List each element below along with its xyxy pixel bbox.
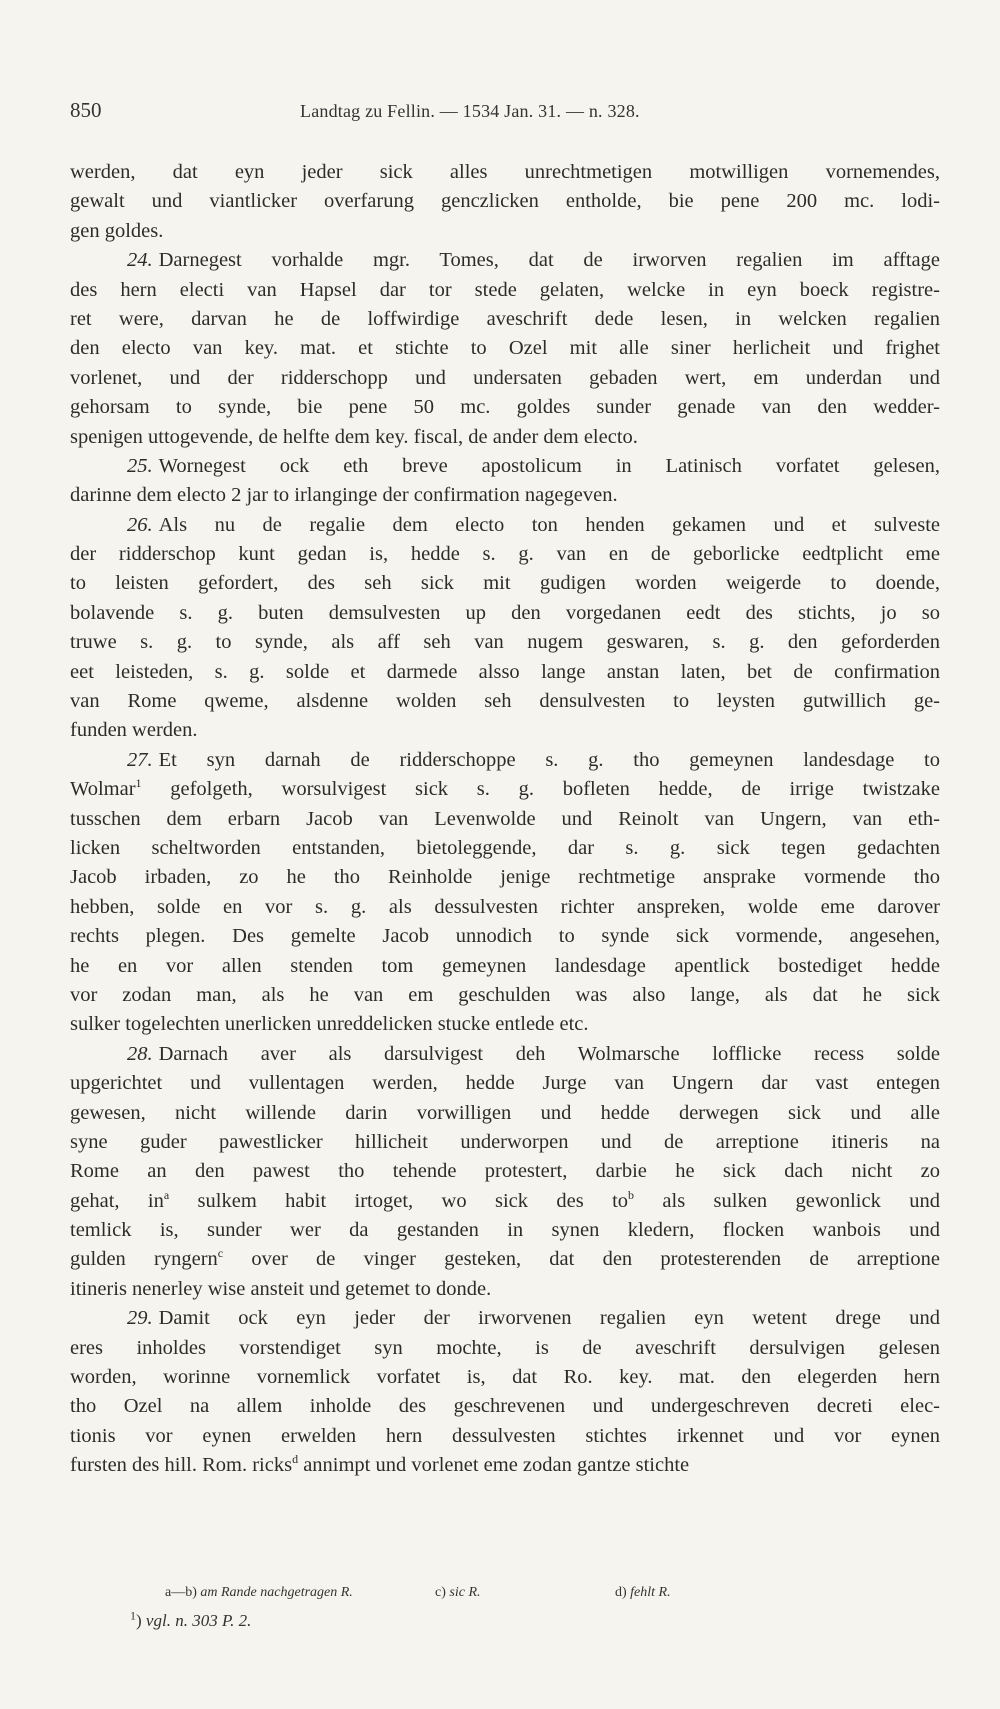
- apparatus-note: [615, 1585, 671, 1601]
- note-reference: 1: [135, 776, 142, 791]
- text-line: [70, 511, 940, 540]
- text-line: [70, 658, 940, 687]
- text-line: [70, 1275, 940, 1304]
- text-line: [70, 1422, 940, 1451]
- footnote-text: vgl. n. 303 P. 2.: [145, 1611, 252, 1630]
- line-text: he en vor allen stenden tom gemeynen landesdage apentlick bostediget hedde: [70, 954, 940, 977]
- note-reference: a: [163, 1187, 170, 1202]
- section-number: 25.: [127, 454, 153, 477]
- page-number: 850: [70, 98, 102, 122]
- note-reference: d: [292, 1452, 299, 1467]
- text-line: [70, 246, 940, 275]
- text-line: [70, 305, 940, 334]
- line-text: gehat, in: [70, 1189, 164, 1212]
- text-line: [70, 628, 940, 657]
- text-line: [70, 1363, 940, 1392]
- text-line: [70, 276, 940, 305]
- text-line: [70, 1099, 940, 1128]
- line-text: temlick is, sunder wer da gestanden in synen kledern, flocken wanbois und: [70, 1219, 940, 1242]
- line-text: Darnach aver als darsulvigest deh Wolmarsche lofflicke recess solde: [158, 1042, 940, 1065]
- text-line: [70, 1128, 940, 1157]
- line-text: vor zodan man, als he van em geschulden was also lange, als dat he sick: [70, 983, 940, 1006]
- section-number: 24.: [127, 249, 153, 272]
- text-line: [70, 452, 940, 481]
- text-line: [70, 1451, 940, 1480]
- section-number: 29.: [127, 1307, 153, 1330]
- text-line: [70, 540, 940, 569]
- line-text: Et syn darnah de ridderschoppe s. g. tho gemeynen landesdage to: [158, 748, 940, 771]
- line-text: Wornegest ock eth breve apostolicum in Latinisch vorfatet gelesen,: [158, 454, 940, 477]
- text-line: [70, 805, 940, 834]
- text-line: [70, 599, 940, 628]
- line-text: over de vinger gesteken, dat den protesterenden de arreptione: [223, 1248, 940, 1271]
- line-text: darinne dem electo 2 jar to irlanginge der confirmation nagegeven.: [70, 484, 618, 507]
- note-reference: c: [217, 1246, 224, 1261]
- line-text: gen goldes.: [70, 219, 164, 242]
- line-text: ret were, darvan he de loffwirdige aveschrift dede lesen, in welcken regalien: [70, 307, 940, 330]
- line-text: gewesen, nicht willende darin vorwilligen und hedde derwegen sick und alle: [70, 1101, 940, 1124]
- text-line: [70, 187, 940, 216]
- line-text: tho Ozel na allem inholde des geschrevenen und undergeschreven decreti elec-: [70, 1395, 940, 1418]
- apparatus-mark: a—b): [165, 1585, 197, 1600]
- text-line: [70, 893, 940, 922]
- text-line: [70, 1216, 940, 1245]
- apparatus-text: fehlt R.: [630, 1585, 671, 1600]
- apparatus-mark: d): [615, 1585, 627, 1600]
- section-number: 28.: [127, 1042, 153, 1065]
- text-line: [70, 1392, 940, 1421]
- text-line: [70, 217, 940, 246]
- text-line: [70, 481, 940, 510]
- line-text: vorlenet, und der ridderschopp und undersaten gebaden wert, em underdan und: [70, 366, 940, 389]
- line-text: Damit ock eyn jeder der irworvenen regalien eyn wetent drege und: [158, 1307, 940, 1330]
- text-line: [70, 922, 940, 951]
- section-number: 27.: [127, 748, 153, 771]
- text-line: [70, 1069, 940, 1098]
- line-text: sulker togelechten unerlicken unreddelicken stucke entlede etc.: [70, 1013, 589, 1036]
- text-line: [70, 364, 940, 393]
- text-line: [70, 863, 940, 892]
- text-line: [70, 569, 940, 598]
- line-text: tionis vor eynen erwelden hern dessulvesten stichtes irkennet und vor eynen: [70, 1424, 940, 1447]
- text-line: [70, 1157, 940, 1186]
- footnotes: [70, 1585, 940, 1637]
- text-line: [70, 423, 940, 452]
- text-line: [70, 834, 940, 863]
- line-text: Darnegest vorhalde mgr. Tomes, dat de irworven regalien im afftage: [158, 249, 940, 272]
- line-text: worden, worinne vornemlick vorfatet is, dat Ro. key. mat. den elegerden hern: [70, 1366, 940, 1389]
- text-line: [70, 158, 940, 187]
- main-text: [70, 158, 940, 1481]
- line-text: annimpt und vorlenet eme zodan gantze stichte: [298, 1454, 690, 1477]
- line-text: der ridderschop kunt gedan is, hedde s. g. van en de geborlicke eedtplicht eme: [70, 543, 940, 566]
- line-text: bolavende s. g. buten demsulvesten up den vorgedanen eedt des stichts, jo so: [70, 601, 940, 624]
- line-text: werden, dat eyn jeder sick alles unrechtmetigen motwilligen vornemendes,: [70, 161, 940, 183]
- line-text: licken scheltworden entstanden, bietoleggende, dar s. g. sick tegen gedachten: [70, 836, 940, 859]
- line-text: to leisten gefordert, des seh sick mit gudigen worden weigerde to doende,: [70, 572, 940, 595]
- line-text: Rome an den pawest tho tehende protestert, darbie he sick dach nicht zo: [70, 1160, 940, 1183]
- line-text: funden werden.: [70, 719, 198, 742]
- line-text: tusschen dem erbarn Jacob van Levenwolde und Reinolt van Ungern, van eth-: [70, 807, 940, 830]
- apparatus-text: sic R.: [449, 1585, 481, 1600]
- apparatus-note: [165, 1585, 353, 1601]
- apparatus-text: am Rande nachgetragen R.: [200, 1585, 353, 1600]
- line-text: gefolgeth, worsulvigest sick s. g. bofleten hedde, de irrige twistzake: [141, 778, 940, 801]
- footnote-mark: 1: [130, 1608, 136, 1623]
- text-line: [70, 1010, 940, 1039]
- line-text: sulkem habit irtoget, wo sick des to: [169, 1189, 629, 1212]
- text-line: [70, 716, 940, 745]
- line-text: eet leisteden, s. g. solde et darmede alsso lange anstan laten, bet de confirmation: [70, 660, 940, 683]
- text-line: [70, 1187, 940, 1216]
- text-line: [70, 1245, 940, 1274]
- line-text: gewalt und viantlicker overfarung genczlicken entholde, bie pene 200 mc. lodi-: [70, 190, 940, 213]
- text-line: [70, 952, 940, 981]
- page-header: [70, 98, 940, 128]
- line-text: gehorsam to synde, bie pene 50 mc. goldes sunder genade van den wedder-: [70, 396, 940, 419]
- line-text: spenigen uttogevende, de helfte dem key. fiscal, de ander dem electo.: [70, 425, 638, 448]
- running-title: Landtag zu Fellin. — 1534 Jan. 31. — n. 328.: [300, 101, 640, 121]
- line-text: des hern electi van Hapsel dar tor stede gelaten, welcke in eyn boeck registre-: [70, 278, 940, 301]
- line-text: Wolmar: [70, 778, 136, 801]
- text-line: [70, 1304, 940, 1333]
- line-text: truwe s. g. to synde, als aff seh van nugem geswaren, s. g. den geforderden: [70, 631, 940, 654]
- apparatus-mark: c): [435, 1585, 446, 1600]
- line-text: rechts plegen. Des gemelte Jacob unnodich to synde sick vormende, angesehen,: [70, 925, 940, 948]
- line-text: hebben, solde en vor s. g. als dessulvesten richter anspreken, wolde eme darover: [70, 895, 940, 918]
- line-text: syne guder pawestlicker hillicheit underworpen und de arreptione itineris na: [70, 1130, 940, 1153]
- line-text: als sulken gewonlick und: [634, 1189, 940, 1212]
- footnote: $^1$) vgl. n. 303 P. 2.: [130, 1608, 252, 1630]
- line-text: Jacob irbaden, zo he tho Reinholde jenige rechtmetige ansprake vormende tho: [70, 866, 940, 889]
- text-line: [70, 981, 940, 1010]
- text-line: [70, 1334, 940, 1363]
- line-text: eres inholdes vorstendiget syn mochte, is de aveschrift dersulvigen gelesen: [70, 1336, 940, 1359]
- line-text: fursten des hill. Rom. ricks: [70, 1454, 293, 1477]
- text-line: [70, 393, 940, 422]
- apparatus-note: [435, 1585, 481, 1601]
- line-text: itineris nenerley wise ansteit und getemet to donde.: [70, 1277, 492, 1300]
- line-text: upgerichtet und vullentagen werden, hedde Jurge van Ungern dar vast entegen: [70, 1072, 940, 1095]
- text-line: [70, 775, 940, 804]
- line-text: Als nu de regalie dem electo ton henden gekamen und et sulveste: [158, 513, 940, 536]
- line-text: gulden ryngern: [70, 1248, 218, 1271]
- apparatus-notes: [70, 1585, 940, 1611]
- text-line: [70, 687, 940, 716]
- note-reference: b: [628, 1187, 635, 1202]
- text-line: [70, 334, 940, 363]
- text-line: [70, 1040, 940, 1069]
- line-text: van Rome qweme, alsdenne wolden seh densulvesten to leysten gutwillich ge-: [70, 690, 940, 713]
- text-line: [70, 746, 940, 775]
- section-number: 26.: [127, 513, 153, 536]
- line-text: den electo van key. mat. et stichte to Ozel mit alle siner herlicheit und frighet: [70, 337, 940, 360]
